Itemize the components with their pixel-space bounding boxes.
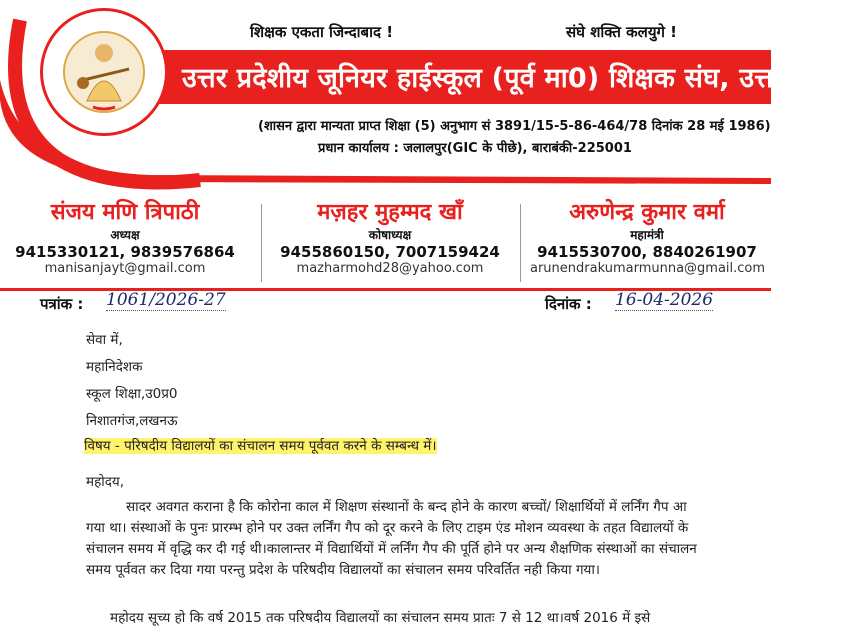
address-line: निशातगंज,लखनऊ <box>86 413 178 429</box>
subject-text: विषय - परिषदीय विद्यालयों का संचालन समय पूर्ववत करने के सम्बन्ध में। <box>84 438 437 454</box>
recognition-line: (शासन द्वारा मान्यता प्राप्त शिक्षा (5) अनुभाग सं 3891/15-5-86-464/78 दिनांक 28 मई 1986) <box>258 119 771 134</box>
officer-phone: 9415330121, 9839576864 <box>15 243 235 261</box>
address-line: सेवा में, <box>86 332 123 348</box>
officer-phone: 9415530700, 8840261907 <box>537 243 757 261</box>
subject-line <box>84 436 437 454</box>
slogan-left: शिक्षक एकता जिन्दाबाद ! <box>250 23 394 41</box>
officer-email[interactable]: manisanjayt@gmail.com <box>44 261 206 276</box>
dinank-label: दिनांक : <box>545 295 592 313</box>
officer-divider <box>520 204 521 282</box>
salutation: महोदय, <box>86 474 125 490</box>
officer-treasurer <box>272 196 508 276</box>
officer-email[interactable]: arunendrakumarmunna@gmail.com <box>530 261 766 276</box>
slogan-right: संघे शक्ति कलयुगे ! <box>566 23 678 41</box>
officer-email[interactable]: mazharmohd28@yahoo.com <box>296 261 484 276</box>
patrank-value: 1061/2026-27 <box>106 290 226 310</box>
officer-role: अध्यक्ष <box>110 228 140 242</box>
officer-role: कोषाध्यक्ष <box>368 228 412 242</box>
officer-secretary <box>530 196 764 276</box>
office-address: प्रधान कार्यालय : जलालपुर(GIC के पीछे), बाराबंकी-225001 <box>318 141 632 156</box>
address-line: महानिदेशक <box>86 359 143 375</box>
patrank-label: पत्रांक : <box>40 295 84 313</box>
officer-name: संजय मणि त्रिपाठी <box>50 200 200 225</box>
union-logo <box>40 8 168 136</box>
officer-name: मज़हर मुहम्मद खाँ <box>317 200 463 225</box>
address-line: स्कूल शिक्षा,उ0प्र0 <box>86 386 178 402</box>
officer-name: अरुणेन्द्र कुमार वर्मा <box>569 200 725 225</box>
officer-divider <box>261 204 262 282</box>
org-title: उत्तर प्रदेशीय जूनियर हाईस्कूल (पूर्व मा0) शिक्षक संघ, उत्तर प्रदेश <box>182 63 843 94</box>
saraswati-emblem-icon <box>43 11 165 133</box>
address-block <box>86 330 178 432</box>
officer-role: महामंत्री <box>630 228 664 242</box>
body-paragraph: महोदय सूच्य हो कि वर्ष 2015 तक परिषदीय विद्यालयों का संचालन समय प्रातः 7 से 12 था।वर्ष 2016 में इसे <box>110 610 651 626</box>
officer-phone: 9455860150, 7007159424 <box>280 243 500 261</box>
officers-strip <box>0 196 771 288</box>
body-paragraph: सादर अवगत कराना है कि कोरोना काल में शिक्षण संस्थानों के बन्द होने के कारण बच्चों/ शिक्षार्थियों में लर्निंग गैप आ गया था। संस्थाओं के पुनः प्रारम्भ होने पर उक्त लर्निंग गैप को दूर करने के लिए टाइम एंड मोशन व्यवस्था के तहत विद्यालयों के संचालन समय में वृद्धि कर दी गई थी।कालान्तर में विद्यार्थियों में लर्निंग गैप की पूर्ति होने पर अन्य शैक्षणिक संस्थाओं का संचालन समय पूर्ववत कर दिया गया परन्तु प्रदेश के परिषदीय विद्यालयों का संचालन समय परिवर्तित नही किया गया। <box>86 499 697 578</box>
dinank-value: 16-04-2026 <box>615 290 714 310</box>
officer-president <box>0 196 250 276</box>
